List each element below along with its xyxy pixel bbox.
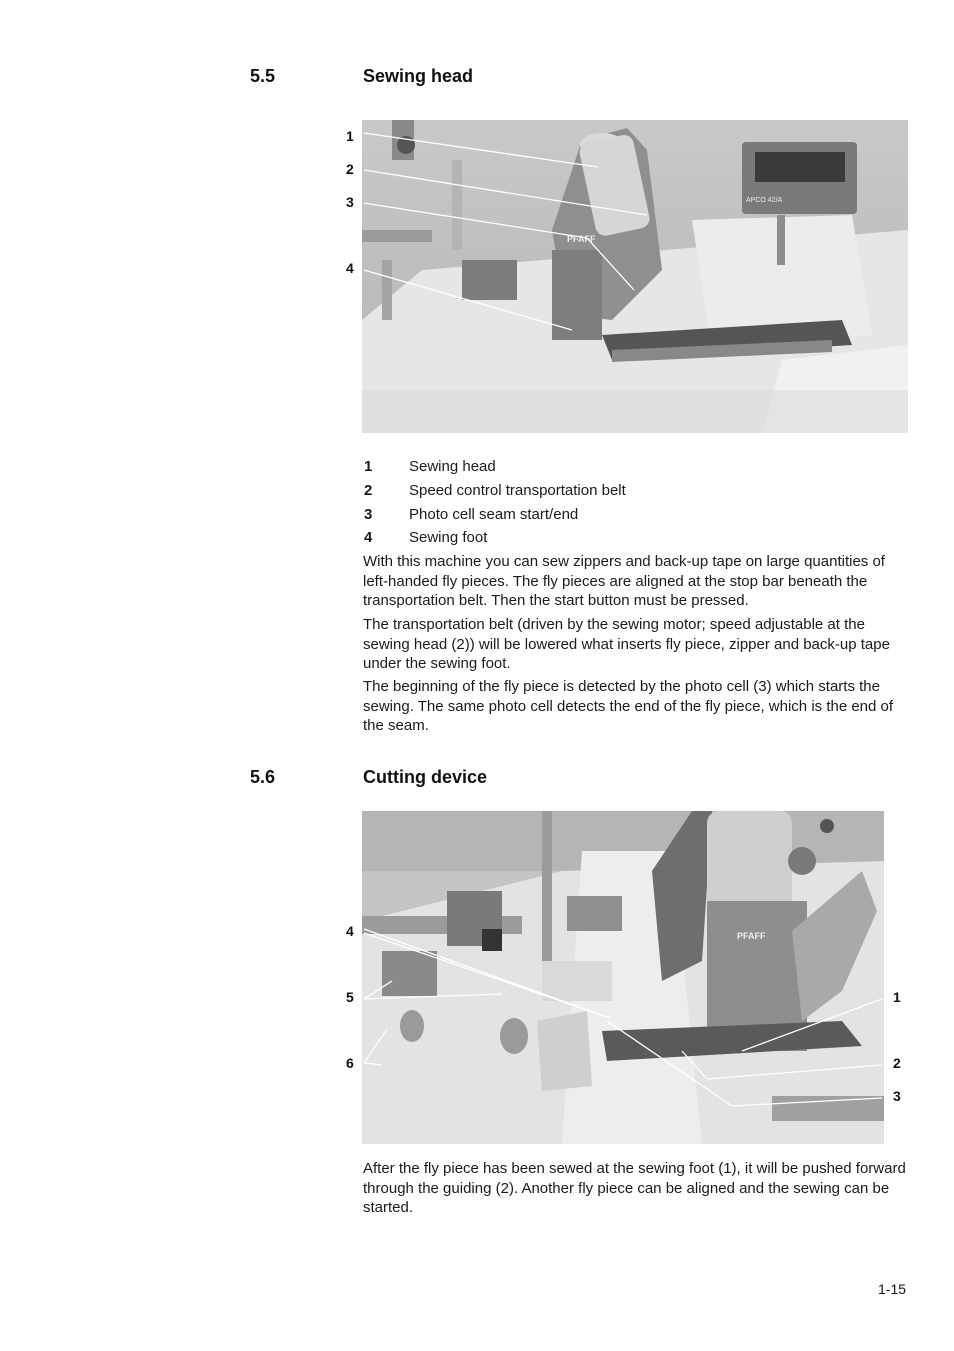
paragraph-transport-belt: The transportation belt (driven by the sewing motor; speed adjustable at the sewing head (2)) will be lowered what inserts fly piece, zipper and back-up tape under the sewing foot. [363,616,890,672]
legend-number: 2 [364,482,373,499]
section-5-6-title: Cutting device [363,767,488,787]
photo2-callout-4: 4 [346,923,354,939]
legend-text: Sewing head [409,458,496,475]
photo2-callout-5: 5 [346,989,354,1005]
section-5-6-number: 5.6 [250,767,276,787]
photo1-callout-3: 3 [346,194,354,210]
paragraph-photo-cell: The beginning of the fly piece is detected by the photo cell (3) which starts the sewing. The same photo cell detects the end of the fly piece, which is the end of the seam. [363,678,894,734]
section-5-5-title: Sewing head [363,66,474,86]
photo2-callout-3: 3 [893,1088,901,1104]
legend-text: Speed control transportation belt [409,482,626,499]
legend-number: 1 [364,458,373,475]
photo1-callout-2: 2 [346,161,354,177]
legend-number: 4 [364,529,373,546]
section-5-5-number: 5.5 [250,66,276,86]
pfaff-logo-photo1: PFAFF [567,234,596,244]
photo1-callout-1: 1 [346,128,354,144]
photo2-callout-2: 2 [893,1055,901,1071]
legend-text: Sewing foot [409,529,488,546]
cutting-device-photo [362,811,884,1144]
photo1-callout-4: 4 [346,260,354,276]
photo2-callout-1: 1 [893,989,901,1005]
legend-number: 3 [364,506,373,523]
photo2-callout-6: 6 [346,1055,354,1071]
controller-label: APCO 42/A [746,197,783,204]
paragraph-cutting-device: After the fly piece has been sewed at the sewing foot (1), it will be pushed forward through the guiding (2). Another fly piece can be aligned and the sewing can be started. [363,1160,906,1216]
sewing-head-photo [362,120,908,433]
legend-text: Photo cell seam start/end [409,506,579,523]
page-number: 1-15 [878,1281,907,1297]
paragraph-intro: With this machine you can sew zippers and back-up tape on large quantities of left-handed fly pieces. The fly pieces are aligned at the stop bar beneath the transportation belt. Then the start button must be pressed. [363,553,885,609]
pfaff-logo-photo2: PFAFF [737,931,766,941]
